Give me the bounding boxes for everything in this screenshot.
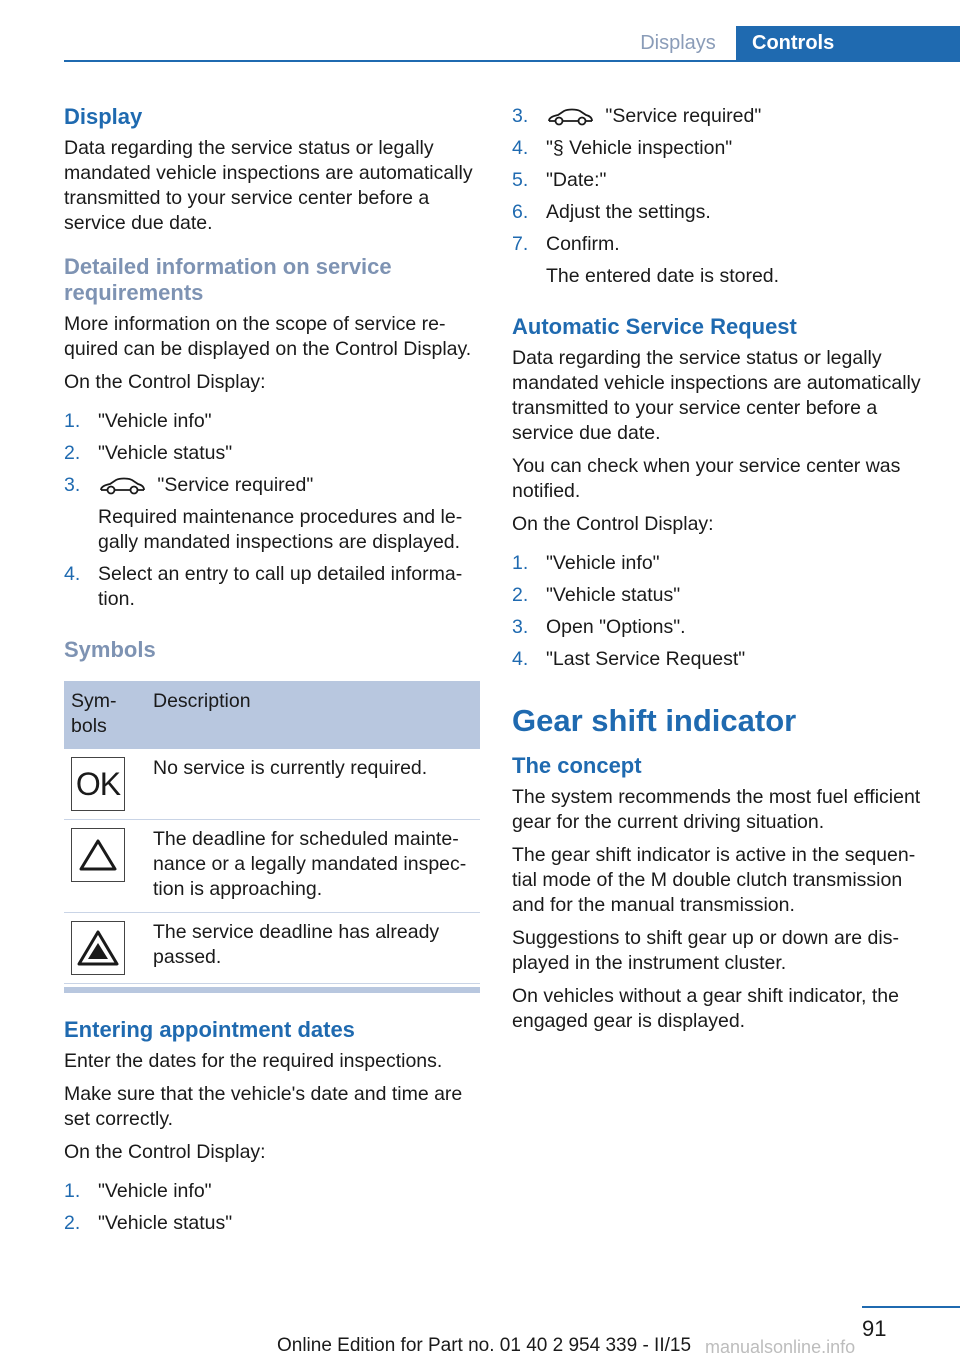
detail-text: More information on the scope of service required can be displayed on the Control Display. [64, 313, 472, 360]
entering-text-2: Make sure that the vehicle's date and time are set correctly. [64, 1083, 463, 1130]
step-number: 4. [64, 563, 81, 585]
step-text: "Service required" [605, 105, 762, 127]
section-tab-displays: Displays [640, 32, 716, 54]
step-text: "Vehicle status" [546, 584, 681, 606]
ok-icon-label: OK [75, 766, 121, 802]
step-text: Open "Options". [546, 616, 686, 638]
list-item [512, 200, 926, 225]
list-item [512, 551, 926, 576]
step-number: 3. [64, 474, 81, 496]
symbols-heading: Symbols [64, 637, 156, 662]
list-item [512, 168, 926, 193]
warning-triangle-outline-icon [71, 828, 125, 882]
detail-heading: Detailed information on service requirements [64, 254, 392, 305]
list-item [64, 441, 480, 466]
step-text: "§ Vehicle inspection" [546, 137, 733, 159]
step-number: 4. [512, 137, 529, 159]
step-text: Adjust the settings. [546, 201, 711, 223]
edition-note: Online Edition for Part no. 01 40 2 954 339 - II/15 [276, 1335, 692, 1356]
warning-triangle-filled-icon [71, 921, 125, 975]
table-row [64, 820, 480, 913]
step-number: 2. [64, 1212, 81, 1234]
asr-heading: Automatic Service Request [512, 314, 797, 339]
list-item [512, 615, 926, 640]
left-column [64, 104, 480, 1243]
concept-text-1: The system recommends the most fuel efficient gear for the current driving situation. [512, 786, 921, 833]
column-header-description: Description [146, 681, 480, 749]
gear-shift-heading: Gear shift indicator [512, 703, 797, 738]
step-number: 3. [512, 616, 529, 638]
header-rule [64, 60, 960, 62]
on-control-display-label-2: On the Control Display: [64, 1141, 266, 1163]
step-text: "Date:" [546, 169, 607, 191]
step-text: "Vehicle info" [546, 552, 660, 574]
right-column [512, 104, 926, 1034]
step-text: Select an entry to call up detailed information. [98, 563, 463, 610]
step-number: 7. [512, 233, 529, 255]
entering-steps-continued [512, 104, 926, 289]
page-number: 91 [862, 1316, 887, 1341]
step-number: 1. [512, 552, 529, 574]
concept-text-2: The gear shift indicator is active in the sequential mode of the M double clutch transmission and for the manual transmission. [512, 844, 916, 916]
list-item [64, 1179, 480, 1204]
list-item [512, 136, 926, 161]
table-header-row [64, 681, 480, 749]
list-item [512, 104, 926, 129]
concept-text-4: On vehicles without a gear shift indicator, the engaged gear is displayed. [512, 985, 899, 1032]
step-text: "Vehicle info" [98, 410, 212, 432]
display-heading: Display [64, 104, 143, 129]
step-number: 5. [512, 169, 529, 191]
table-row [64, 913, 480, 984]
watermark: manualsonline.info [705, 1337, 856, 1357]
step-number: 2. [512, 584, 529, 606]
list-item [64, 1211, 480, 1236]
symbol-description: No service is currently required. [146, 749, 480, 820]
step-text: "Vehicle status" [98, 1212, 233, 1234]
step-number: 6. [512, 201, 529, 223]
page-header [0, 0, 960, 62]
entering-steps-list [64, 1179, 480, 1236]
display-text: Data regarding the service status or legally mandated vehicle inspections are automatically transmitted to your service center before a service due date. [64, 137, 473, 234]
step-number: 1. [64, 1180, 81, 1202]
on-control-display-label: On the Control Display: [64, 371, 266, 393]
table-row [64, 749, 480, 820]
step-number: 1. [64, 410, 81, 432]
ok-icon [71, 757, 125, 811]
symbols-table [64, 681, 480, 984]
asr-steps-list [512, 551, 926, 672]
list-item [64, 409, 480, 434]
chapter-tab-controls: Controls [736, 26, 960, 62]
step-number: 4. [512, 648, 529, 670]
step-subtext: Required maintenance procedures and legally mandated inspections are displayed. [98, 506, 463, 553]
entering-text-1: Enter the dates for the required inspections. [64, 1050, 443, 1072]
list-item [512, 232, 926, 289]
step-text: Confirm. [546, 233, 620, 255]
concept-heading: The concept [512, 753, 642, 778]
car-icon [98, 476, 146, 496]
list-item [64, 473, 480, 555]
symbol-description: The service deadline has already passed. [146, 913, 480, 984]
asr-text-1: Data regarding the service status or legally mandated vehicle inspections are automatically transmitted to your service center before a service due date. [512, 347, 921, 444]
service-steps-list [64, 409, 480, 612]
concept-text-3: Suggestions to shift gear up or down are displayed in the instrument cluster. [512, 927, 899, 974]
on-control-display-label-3: On the Control Display: [512, 513, 714, 535]
step-subtext: The entered date is stored. [546, 265, 780, 287]
column-header-symbols: Symbols [64, 681, 146, 749]
symbol-description: The deadline for scheduled maintenance or a legally mandated inspection is approaching. [146, 820, 480, 913]
entering-heading: Entering appointment dates [64, 1017, 355, 1042]
step-text: "Last Service Request" [546, 648, 746, 670]
step-number: 2. [64, 442, 81, 464]
list-item [64, 562, 480, 612]
car-icon [546, 107, 594, 127]
list-item [512, 583, 926, 608]
list-item [512, 647, 926, 672]
step-number: 3. [512, 105, 529, 127]
asr-text-2: You can check when your service center was notified. [512, 455, 901, 502]
step-text: "Vehicle info" [98, 1180, 212, 1202]
footer-rule [862, 1306, 960, 1308]
step-text: "Service required" [157, 474, 314, 496]
step-text: "Vehicle status" [98, 442, 233, 464]
